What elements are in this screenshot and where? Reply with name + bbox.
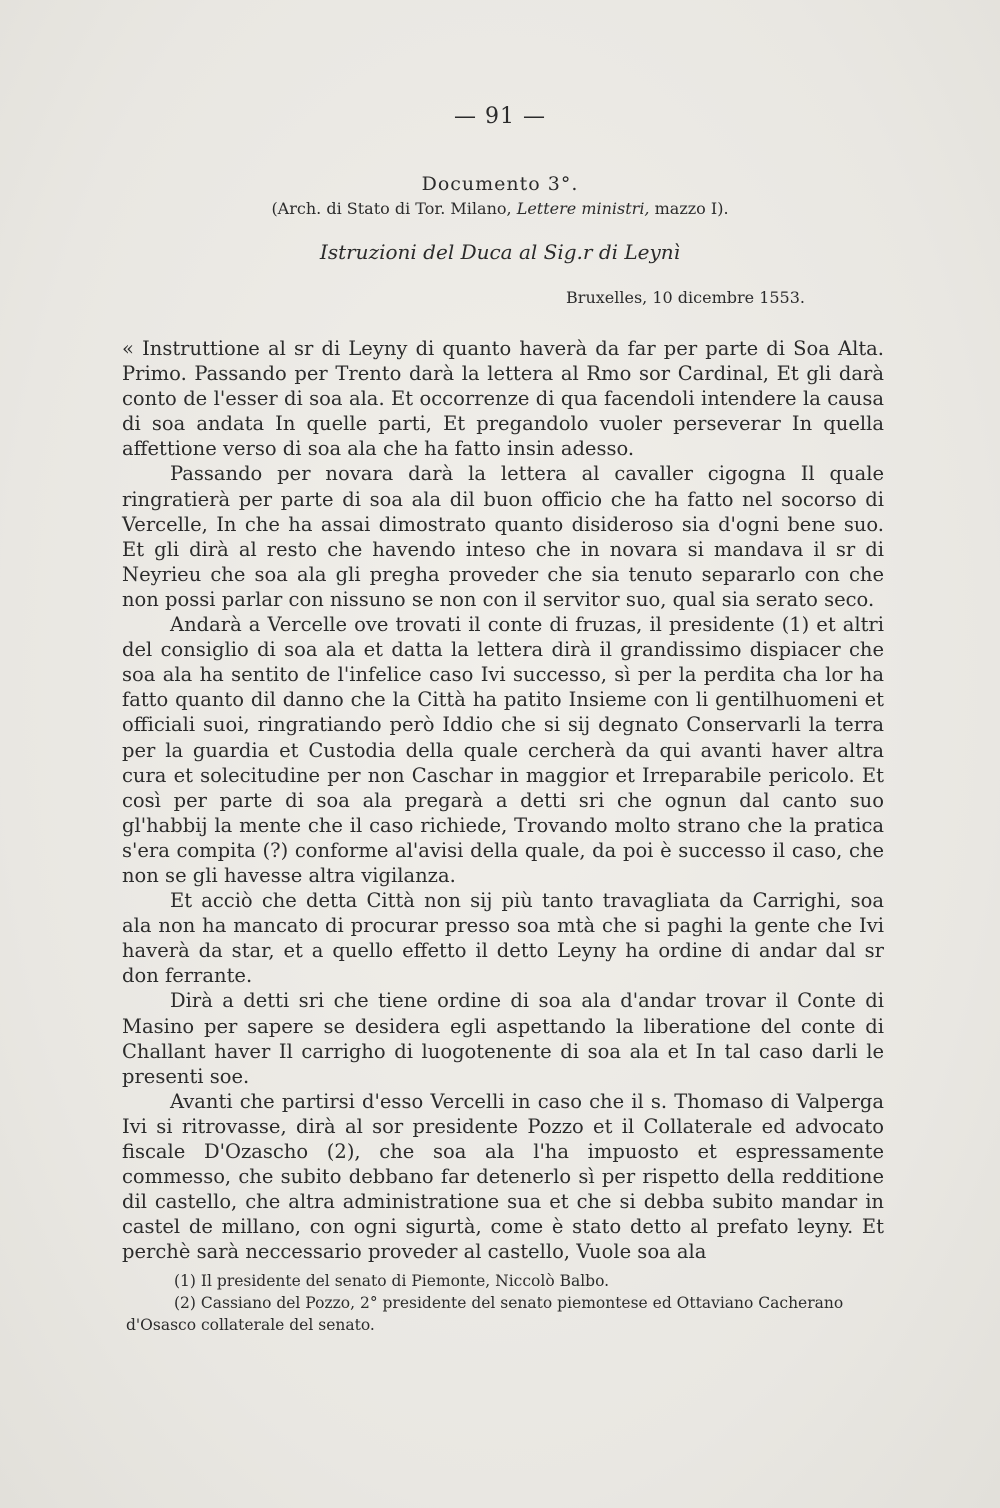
document-body (122, 336, 884, 1264)
footnote: (1) Il presidente del senato di Piemonte, Niccolò Balbo. (174, 1272, 610, 1290)
footnote: (2) Cassiano del Pozzo, 2° presidente del senato piemontese ed Ottaviano Cacherano d'Osasco collaterale del senato. (126, 1294, 844, 1334)
source-italic: Lettere ministri, (516, 199, 650, 218)
document-title: Documento 3°. (421, 173, 579, 195)
paragraph: Dirà a detti sri che tiene ordine di soa ala d'andar trovar il Conte di Masino per sapere se desidera egli aspettando la liberatione del conte di Challant haver Il carrigho di luogotenente di soa ala et In tal caso darli le presenti soe. (122, 989, 884, 1088)
archival-source (0, 199, 1000, 218)
dateline: Bruxelles, 10 dicembre 1553. (566, 288, 805, 307)
section-heading: Istruzioni del Duca al Sig.r di Leynì (319, 240, 681, 264)
paragraph: Passando per novara darà la lettera al cavaller cigogna Il quale ringratierà per parte di soa ala dil buon officio che ha fatto nel socorso di Vercelle, In che ha assai dimostrato quanto disideroso sia d'ogni bene suo. Et gli dirà al resto che havendo inteso che in novara si mandava il sr di Neyrieu che soa ala gli pregha proveder che sia tenuto separarlo con che non possi parlar con nissuno se non con il servitor suo, qual sia serato seco. (122, 462, 884, 611)
paragraph: Andarà a Vercelle ove trovati il conte di fruzas, il presidente (1) et altri del consiglio di soa ala et datta la lettera dirà il grandissimo dispiacer che soa ala ha sentito de l'infelice caso Ivi successo, sì per la perdita cha lor ha fatto quanto dil danno che la Città ha patito Insieme con li gentilhuomeni et officiali suoi, ringratiando però Iddio che si sij degnato Conservarli la terra per la guardia et Custodia della quale cercherà da qui avanti haver altra cura et solecitudine per non Caschar in maggior et Irreparabile pericolo. Et così per parte di soa ala pregarà a detti sri che ognun dal canto suo gl'habbij la mente che il caso richiede, Trovando molto strano che la pratica s'era compita (?) conforme al'avisi della quale, da poi è successo il caso, che non se gli havesse altra vigilanza. (122, 613, 884, 887)
footnotes (126, 1270, 886, 1336)
paragraph: Avanti che partirsi d'esso Vercelli in caso che il s. Thomaso di Valperga Ivi si ritrovasse, dirà al sor presidente Pozzo et il Collaterale ed advocato fiscale D'Ozascho (2), che soa ala l'ha impuosto et espressamente commesso, che subito debbano far detenerlo sì per rispetto della redditione dil castello, che altra administratione sua et che si debba subito mandar in castel de millano, con ogni sigurtà, come è stato detto al prefato leyny. Et perchè sarà neccessario proveder al castello, Vuole soa ala (122, 1089, 884, 1264)
paragraph: Et acciò che detta Città non sij più tanto travagliata da Carrighi, soa ala non ha mancato di procurar presso soa mtà che si paghi la gente che Ivi haverà da star, et a quello effetto il detto Leyny ha ordine di andar dal sr don ferrante. (122, 889, 884, 988)
page-number: — 91 — (454, 104, 546, 129)
source-prefix: (Arch. di Stato di Tor. Milano, (271, 199, 512, 218)
source-suffix: mazzo I). (654, 199, 729, 218)
paragraph: « Instruttione al sr di Leyny di quanto haverà da far per parte di Soa Alta. Primo. Passando per Trento darà la lettera al Rmo sor Cardinal, Et gli darà conto de l'esser di soa ala. Et occorrenze di qua facendoli intendere la causa di soa andata In quelle parti, Et pregandolo vuoler perseverar In quella affettione verso di soa ala che ha fatto insin adesso. (122, 337, 884, 461)
